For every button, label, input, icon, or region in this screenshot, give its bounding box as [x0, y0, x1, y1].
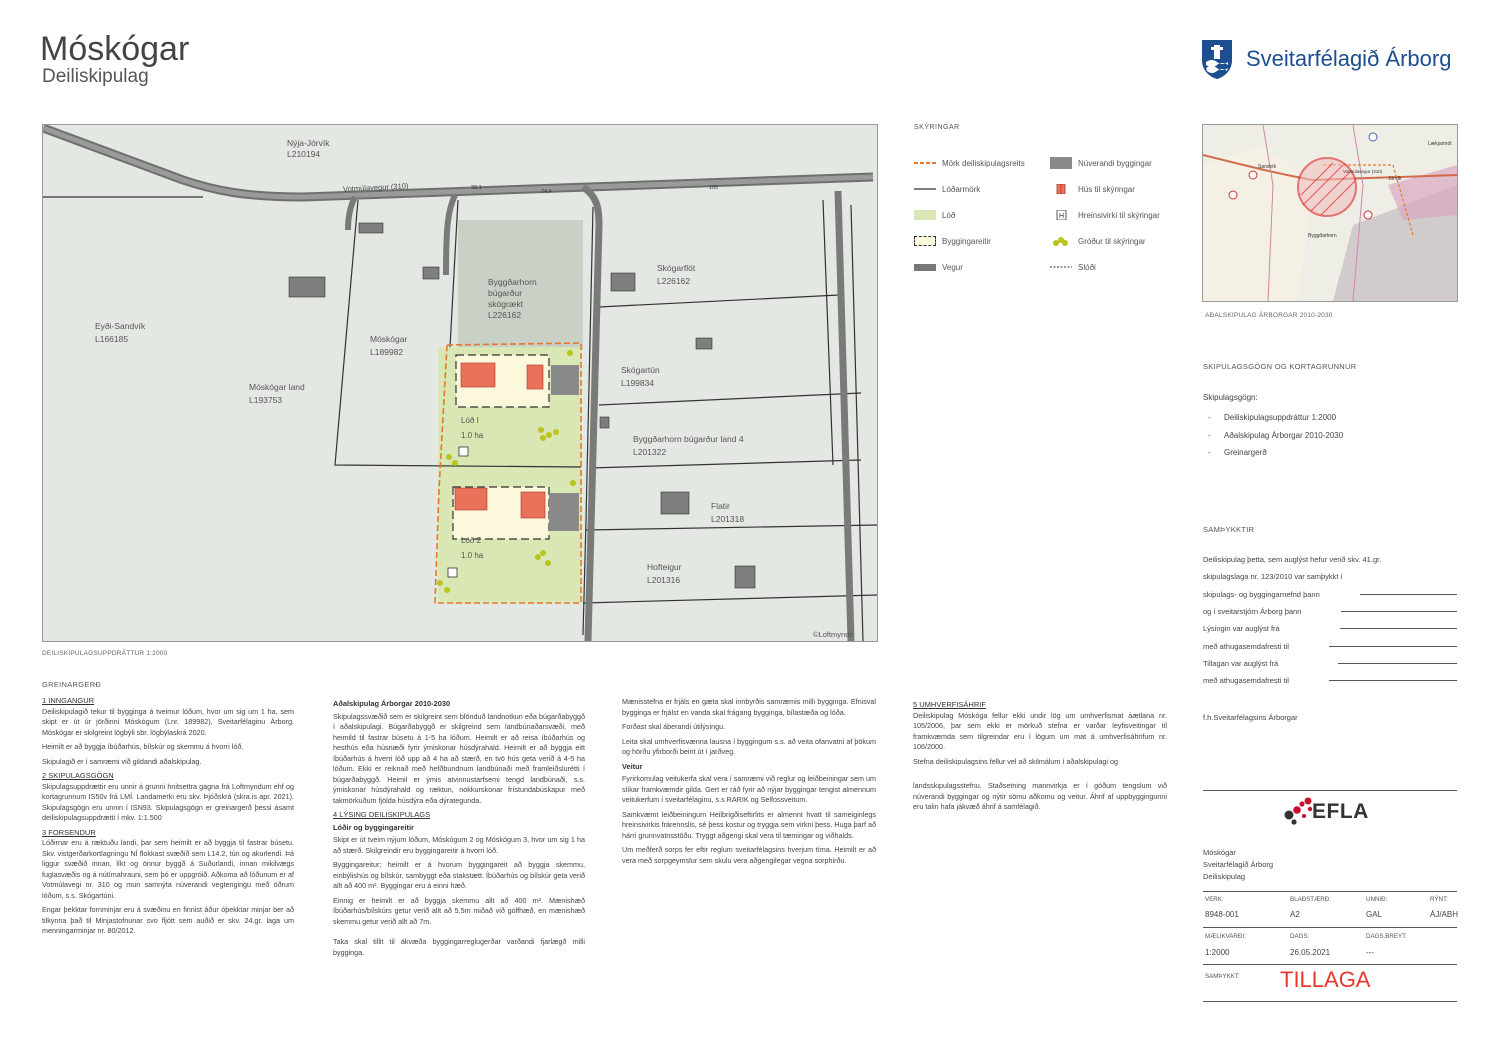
legend-item-treatment: H Hreinsivirki til skýringar [1050, 202, 1190, 228]
label-maelikvardi: MÆLIKVARÐI: [1205, 933, 1246, 940]
inset-label-laekjarmot: Lækjarmót [1428, 141, 1452, 147]
existing-building-swatch-icon [1050, 157, 1072, 169]
label-dim-2: 74,4 [541, 189, 552, 195]
legend-item-track: Slóði [1050, 254, 1190, 280]
paragraph: Deiliskipulag Móskóga fellur ekki undir lög um umhverfismat áætlana nr. 105/2006, þar sem ekki er mörkuð stefna er varðar leyfisveitingar til framkvæmda sem tilgreindar eru í lögum um mat á umhverfisáhrifum nr. 106/2000. [913, 710, 1167, 751]
legend-item-boundary: Mörk deiliskipulagsreits [914, 150, 1044, 176]
inset-label-sandvik: Sandvík [1258, 164, 1277, 170]
approval-line: Tillagan var auglýst frá [1203, 655, 1457, 672]
paragraph: Fyrirkomulag veitukerfa skal vera í samræmi við reglur og leiðbeiningar sem um slíkar framkvæmdir gilda. Gert er ráð fyrir að nýjar byggingar tengist almennum veitukerfum í sveitarfélaginu, s.s RARIK og Selfossveitum. [622, 774, 876, 804]
page-subtitle: Deiliskipulag [42, 66, 149, 87]
label-dags: DAGS: [1290, 933, 1310, 940]
legend-item-lot-line: Lóðarmörk [914, 176, 1044, 202]
label-moskogar: Móskógar L189982 [370, 334, 408, 357]
subsection-heading: Veitur [622, 761, 643, 771]
approval-line: og í sveitarstjórn Árborg þann [1203, 603, 1457, 620]
approval-heading: SAMÞYKKTIR [1203, 525, 1255, 534]
efla-wordmark: EFLA [1312, 800, 1369, 823]
inset-plan-area-marker [1298, 158, 1356, 216]
legend-item-road: Vegur [914, 254, 1044, 280]
paragraph: Skipulagssvæðið sem er skilgreint sem blönduð landnotkun eða búgarðabyggð í aðalskipulagi. Búgarðabyggð er skilgreind sem landbúnaðarsvæði, með heimild til fastrar búsetu á 1-5 ha lóðum. Heimilt er að reisa íbúðarhús og hesthús eða húsnæði fyrir ýmiskonar húsdýrahald. Heimilt er að byggja eitt íbúðarhús á hverri lóð upp að 4 ha að stærð, en tvö hús geta verið á 4-5 ha lóðum. Ekki er reiknað með hefðbundnum landbúnaði með framleiðslurétti í búgarðabyggð. Heimil er ýmis atvinnustarfsemi tengd landbúnaði, s.s. ýmiskonar húsdýrahald og ræktun, nokkurskonar frístundabúskapur með takmörkuðum fjölda húsdýra eða dýrategunda. [333, 711, 585, 805]
inset-canvas [1203, 125, 1457, 301]
treatment-swatch-icon [1050, 210, 1072, 220]
map-copyright: ©Loftmyndir [813, 630, 854, 639]
value-rynt: ÁJ/ABH [1430, 910, 1459, 919]
garage-1 [527, 365, 543, 389]
vegetation-swatch-icon [1050, 236, 1072, 246]
label-unnid: UNNIÐ: [1366, 896, 1388, 903]
lot-line-swatch-icon [914, 184, 936, 194]
approval-lines [1203, 551, 1457, 689]
road-swatch-icon [914, 264, 936, 271]
parking-2 [549, 493, 579, 531]
paragraph: Um meðferð sorps fer eftir reglum sveitarfélagsins hverjum tíma. Heimilt er að vera með sorpgeymslur sem skulu vera aðgengilegar vegna sorphirðu. [622, 845, 876, 865]
value-verk: 8948-001 [1205, 910, 1239, 919]
section-heading: 2 SKIPULAGSGÖGN [42, 771, 114, 780]
subsection-heading: Lóðir og byggingareitir [333, 822, 414, 832]
approval-line: með athugasemdafresti til [1203, 672, 1457, 689]
documents-item: - Greinargerð [1208, 448, 1267, 457]
coat-of-arms-icon [1200, 38, 1234, 80]
value-dags: 26.05.2021 [1290, 948, 1331, 957]
legend-item-house: Hús til skýringar [1050, 176, 1190, 202]
inset-label-byggdarhorn: Byggðarhorn [1308, 233, 1337, 239]
treatment-plant-2 [448, 568, 457, 577]
approval-line: Deiliskipulag þetta, sem auglýst hefur verið skv. 41.gr. [1203, 555, 1382, 565]
label-rynt: RÝNT: [1430, 896, 1448, 903]
paragraph: Samkvæmt leiðbeiningum Heilbrigðiseftirlits er almennt hvatt til sameiginlegs hreinsivirkis frárennslis, sé þess kostur og tryggja sem virkni þess. Huga þarf að hárri grunnvatnsstöðu. Tryggt aðgengi skal vera til tæmingar og viðhalds. [622, 809, 876, 840]
documents-item: - Deiliskipulagsuppdráttur 1:2000 [1208, 413, 1337, 422]
text-column-2 [333, 697, 585, 962]
greinargerd-heading: GREINARGERÐ [42, 680, 102, 689]
label-verk: VERK: [1205, 896, 1224, 903]
page-title: Móskógar [40, 30, 190, 68]
inset-label-votmulavegur: Votmúlavegur (310) [1343, 169, 1383, 174]
approval-signature: f.h.Sveitarfélagsins Árborgar [1203, 713, 1298, 722]
label-byggdarhorn-land4: Byggðarhorn búgarður land 4 L201322 [633, 434, 744, 457]
text-column-4 [913, 697, 1167, 817]
inset-caption: AÐALSKIPULAG ÁRBORGAR 2010-2030 [1205, 312, 1333, 319]
label-hofteigur: Hofteigur L201316 [647, 562, 682, 585]
label-samthykkt: SAMÞYKKT: [1205, 973, 1240, 980]
svg-text:H: H [1059, 213, 1065, 220]
text-column-3 [622, 697, 876, 870]
section-heading: 5 UMHVERFISÁHRIF [913, 700, 986, 709]
legend-item-existing: Núverandi byggingar [1050, 150, 1190, 176]
legend-col-2 [1050, 150, 1190, 280]
paragraph: Deiliskipulagið tekur til bygginga á tveimur lóðum, hvor um sig um 1 ha, sem skipt er út úr jörðinni Móskógum (Lnr. 189982), Sveitarfélaginu Árborg. Móskógar er skilgreint lögbýli sbr. lögbýlaskrá 2020. [42, 706, 294, 737]
plot-swatch-icon [914, 210, 936, 220]
paragraph: landsskipulagsstefnu. Staðsetning mannvirkja er í góðum tengslum við núverandi byggingar og nýtir sömu aðkomu og veitur. Áhrif af uppbyggingunni eru talin hafa jákvæð áhrif á samfélagið. [913, 781, 1167, 811]
paragraph: Lóðirnar eru á ræktuðu landi, þar sem heimilt er að byggja til fastrar búsetu. Skv. vistgerðarkortlagningu NÍ flokkast svæðið sem L14.2, tún og akurlendi. Þá liggur svæðið innan, líkt og önnur byggð á Suðurlandi, innan mikilvægs fuglasvæðis og á nútímahrauni, sem þó er uppgróið. Aðkoma að lóðunum er af Votmúlavegi nr. 310 og mun samnýta núverandi vegtengingu með öðrum lóðum, s.s. Skógartúni. [42, 838, 294, 900]
house-swatch-icon [1050, 184, 1072, 194]
label-flatir: Flatir L201318 [711, 501, 745, 524]
label-bladstaerd: BLAÐSTÆRÐ: [1290, 896, 1331, 903]
paragraph: Einnig er heimilt er að byggja skemmu allt að 400 m². Mænishæð íbúðarhús/bílskúrs getur verið allt að 5,5m miðað við gólfhæð, en mænishæð skemmu getur verið allt að 7m. [333, 895, 585, 926]
parking-1 [551, 365, 579, 395]
section-heading: 3 FORSENDUR [42, 827, 96, 837]
value-dagsbreyt: --- [1366, 948, 1374, 957]
municipality-logo [1200, 38, 1451, 80]
approval-line: með athugasemdafresti til [1203, 637, 1457, 654]
efla-dots-icon [1280, 797, 1314, 827]
municipality-name: Sveitarfélagið Árborg [1246, 46, 1452, 71]
titleblock-project: Móskógar Sveitarfélagið Árborg Deiliskipulag [1203, 848, 1274, 881]
label-nyja-jorvik: Nýja-Jórvík L210194 [287, 138, 330, 159]
legend-title: SKÝRINGAR [914, 124, 960, 131]
documents-item: - Aðalskipulag Árborgar 2010-2030 [1208, 430, 1344, 440]
label-dim-3: 105 [709, 185, 719, 191]
label-skogarflot: Skógarflöt L226162 [657, 263, 696, 286]
documents-list [1208, 409, 1343, 462]
boundary-swatch-icon [914, 158, 936, 168]
approval-line: skipulags- og byggingarnefnd þann [1203, 586, 1457, 603]
label-votmulavegur: Votmúlavegur (310) [342, 181, 409, 194]
treatment-plant-1 [459, 447, 468, 456]
label-moskogar-land: Móskógar land L193753 [249, 382, 305, 405]
legend-item-building-area: Byggingareitir [914, 228, 1044, 254]
inset-label-jorvik: Jórvík [1388, 176, 1402, 182]
legend-item-plot: Lóð [914, 202, 1044, 228]
track-swatch-icon [1050, 262, 1072, 272]
paragraph: Skipulagið er í samræmi við gildandi aðalskipulag. [42, 756, 202, 766]
map-caption: DEILISKIPULAGSUPPDRÁTTUR 1:2000 [42, 650, 168, 657]
value-bladstaerd: A2 [1290, 910, 1300, 919]
approval-line: Lýsingin var auglýst frá [1203, 620, 1457, 637]
paragraph: Skipulagsuppdrættir eru unnir á grunni hnitsettra gagna frá Loftmyndum ehf og kortagrunnum IS50v frá LMÍ. Landamerki eru skv. Þjóðskrá (skra.is apr. 2021). Skipulagsgögn eru unnin í ISN93. Skipulagsgögn er greinargerð þessi ásamt deiliskipulagsuppdrætti í mkv. 1:1.500 [42, 781, 294, 822]
map-canvas [43, 125, 877, 641]
label-byggdarhorn: Byggðarhorn búgarður skógrækt L226162 [488, 277, 537, 320]
paragraph: Taka skal tillit til ákvæða byggingarreglugerðar varðandi fjarlægð milli bygginga. [333, 937, 585, 957]
legend-col-1 [914, 150, 1044, 280]
building-area-swatch-icon [914, 236, 936, 246]
paragraph: Leita skal umhverfisvænna lausna í byggingum s.s. að veita ofanvatni af þökum og hörðu yfirborði beint út í jarðveg. [622, 736, 876, 756]
paragraph: Stefna deiliskipulagsins fellur vel að skilmálum í aðalskipulagi og [913, 756, 1118, 766]
label-dim-1: 39,1 [471, 185, 482, 191]
label-lod-2: Lóð 2 1.0 ha [461, 536, 484, 560]
value-maelikvardi: 1:2000 [1205, 948, 1230, 957]
section-heading: 4 LÝSING DEILISKIPULAGS [333, 810, 431, 819]
legend-item-vegetation: Gróður til skýringar [1050, 228, 1190, 254]
subsection-heading: Aðalskipulag Árborgar 2010-2030 [333, 699, 451, 708]
zoning-map [42, 124, 878, 642]
section-heading: 1 INNGANGUR [42, 696, 95, 705]
documents-intro: Skipulagsgögn: [1203, 393, 1258, 402]
inset-map [1202, 124, 1458, 302]
text-column-1 [42, 693, 294, 941]
documents-heading: SKIPULAGSGÖGN OG KORTAGRUNNUR [1203, 362, 1357, 371]
paragraph: Forðast skal áberandi útilýsingu. [622, 722, 726, 731]
garage-2 [521, 492, 545, 518]
paragraph: Engar þekktar fornminjar eru á svæðinu en finnist áður óþekktar minjar ber að tilkynna það til Minjastofnunar svo fljótt sem auðið er skv. 24.gr. laga um menningarminjar nr. 80/2012. [42, 905, 294, 935]
paragraph: Byggingareitur; heimilt er á hvorum byggingareit að byggja skemmu, einbýlishús og bílskúr, sambyggt eða stakstætt. Íbúðarhús og bílskúr geta verið allt að 400 m². Byggingar eru á einni hæð. [333, 860, 585, 890]
house-2 [455, 488, 487, 510]
approval-line: skipulagslaga nr. 123/2010 var samþykkt í [1203, 572, 1343, 582]
paragraph: Heimilt er að byggja íbúðarhús, bílskúr og skemmu á hvorri lóð. [42, 742, 244, 751]
titleblock-divider [1203, 790, 1457, 791]
label-skogartun: Skógartún L199834 [621, 365, 660, 388]
label-eydi-sandvik: Eyði-Sandvík L166185 [95, 321, 146, 344]
house-1 [461, 363, 495, 387]
paragraph: Skipt er út tveim nýjum lóðum, Móskógum 2 og Móskógum 3, hvor um sig 1 ha að stærð. Skilgreindir eru byggingareitir á hvorri lóð. [333, 835, 585, 855]
label-lod-1: Lóð I 1.0 ha [461, 416, 484, 440]
paragraph: Mænisstefna er frjáls en gæta skal innbyrðis samræmis milli bygginga. Efnisval bygginga er frjálst en vanda skal frágang bygginga, bílastæða og lóða. [622, 697, 876, 717]
status-stamp: TILLAGA [1280, 967, 1371, 992]
efla-logo [1280, 797, 1369, 827]
value-unnid: GAL [1366, 910, 1383, 919]
label-dagsbreyt: DAGS.BREYT: [1366, 933, 1407, 940]
